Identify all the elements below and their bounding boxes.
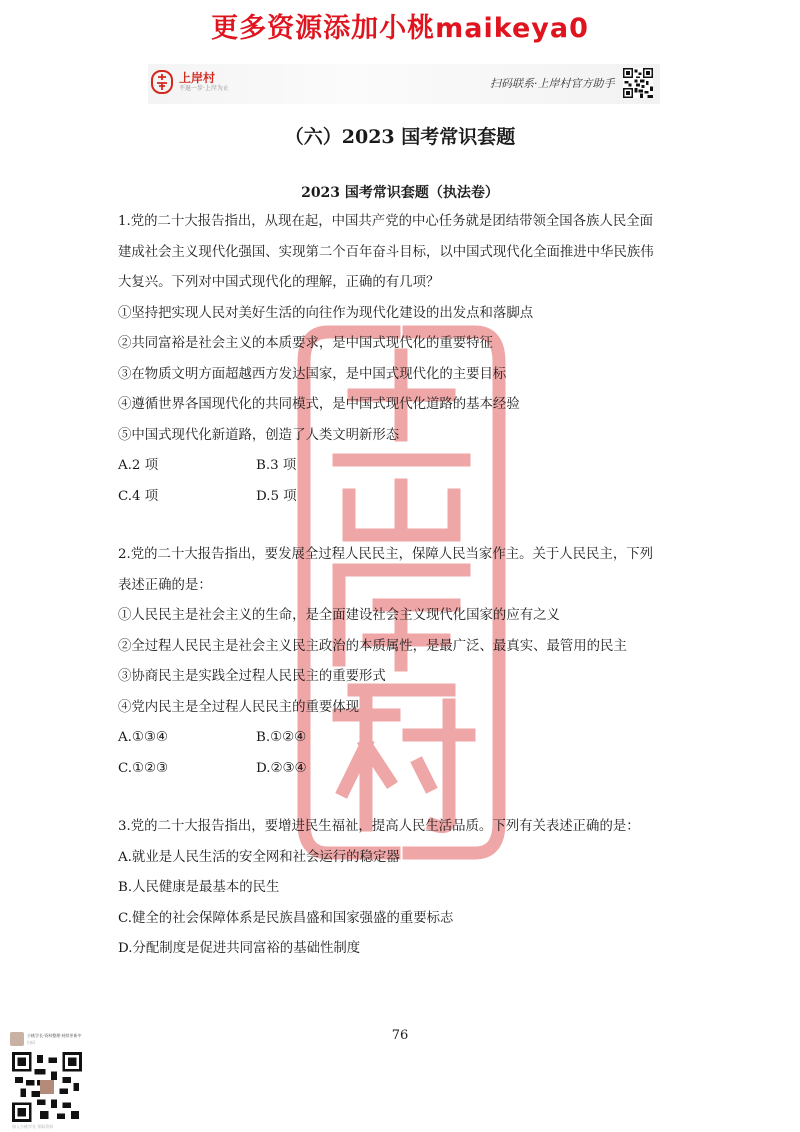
statement: ②共同富裕是社会主义的本质要求，是中国式现代化的重要特征 — [118, 336, 493, 351]
statement: ③在物质文明方面超越西方发达国家，是中国式现代化的主要目标 — [118, 366, 507, 382]
option-a: A.①③④ — [118, 730, 168, 745]
qr-code-icon — [623, 68, 653, 98]
statement: ⑤中国式现代化新道路，创造了人类文明新形态 — [118, 427, 400, 443]
option-row — [118, 482, 678, 513]
question-stem: 表述正确的是： — [118, 577, 212, 593]
question-stem: 1.党的二十大报告指出，从现在起，中国共产党的中心任务就是团结带领全国各族人民全面 — [118, 214, 654, 229]
statement: ④遵循世界各国现代化的共同模式，是中国式现代化道路的基本经验 — [118, 397, 520, 412]
statement: ④党内民主是全过程人民民主的重要体现 — [118, 699, 360, 715]
option-b: B.人民健康是最基本的民生 — [118, 880, 280, 895]
paper-title: 2023 国考常识套题（执法卷） — [301, 185, 499, 201]
brand-logo — [150, 70, 229, 94]
option-b: B.3 项 — [256, 458, 297, 473]
question-2 — [118, 540, 678, 784]
statement: ②全过程人民民主是社会主义民主政治的本质属性，是最广泛、最真实、最管用的民主 — [118, 638, 627, 654]
statement: ①人民民主是社会主义的生命，是全面建设社会主义现代化国家的应有之义 — [118, 608, 560, 623]
qr-code-icon — [12, 1052, 82, 1122]
statement: ①坚持把实现人民对美好生活的向往作为现代化建设的出发点和落脚点 — [118, 305, 534, 321]
spacer — [118, 512, 678, 540]
question-list — [118, 207, 678, 965]
question-stem: 2.党的二十大报告指出，要发展全过程人民民主，保障人民当家作主。关于人民民主，下列 — [118, 547, 654, 562]
option-c: C.4 项 — [118, 488, 159, 504]
footer-qr-card — [8, 1030, 103, 1130]
question-1 — [118, 207, 678, 512]
logo-slogan: 不退一步·上岸为止 — [179, 85, 229, 92]
header-caption: 扫码联系·上岸村官方助手 — [490, 77, 615, 90]
option-c: C.健全的社会保障体系是民族昌盛和国家强盛的重要标志 — [118, 910, 454, 926]
option-c: C.①②③ — [118, 760, 169, 776]
option-d: D.分配制度是促进共同富裕的基础性制度 — [118, 941, 361, 956]
avatar — [10, 1032, 24, 1046]
option-row — [118, 754, 678, 785]
spacer — [118, 784, 678, 812]
statement: ③协商民主是实践全过程人民民主的重要形式 — [118, 669, 386, 684]
question-stem: 建成社会主义现代化强国、实现第二个百年奋斗目标，以中国式现代化全面推进中华民族伟 — [118, 244, 654, 260]
option-d: D.5 项 — [256, 488, 297, 504]
seal-icon — [150, 70, 174, 94]
option-a: A.就业是人民生活的安全网和社会运行的稳定器 — [118, 849, 400, 865]
logo-name: 上岸村 — [179, 71, 216, 85]
question-stem: 3.党的二十大报告指出，要增进民生福祉，提高人民生活品质。下列有关表述正确的是： — [118, 819, 640, 834]
question-stem: 大复兴。下列对中国式现代化的理解，正确的有几项？ — [118, 275, 440, 290]
option-row — [118, 451, 678, 482]
question-3 — [118, 812, 678, 965]
option-b: B.①②④ — [256, 730, 307, 745]
section-title: （六）2023 国考常识套题 — [284, 126, 516, 148]
footer-label: 小桃学长·资料整理·持续更新中 — [27, 1033, 82, 1038]
option-a: A.2 项 — [118, 458, 159, 473]
footer-sub: 扫码 — [27, 1040, 35, 1045]
option-d: D.②③④ — [256, 760, 307, 776]
footer-caption: 加入小桃学长 领取资料 — [12, 1124, 54, 1129]
page-number: 76 — [391, 1028, 409, 1043]
option-row — [118, 723, 678, 754]
promo-banner: 更多资源添加小桃maikeya0 — [211, 13, 589, 44]
